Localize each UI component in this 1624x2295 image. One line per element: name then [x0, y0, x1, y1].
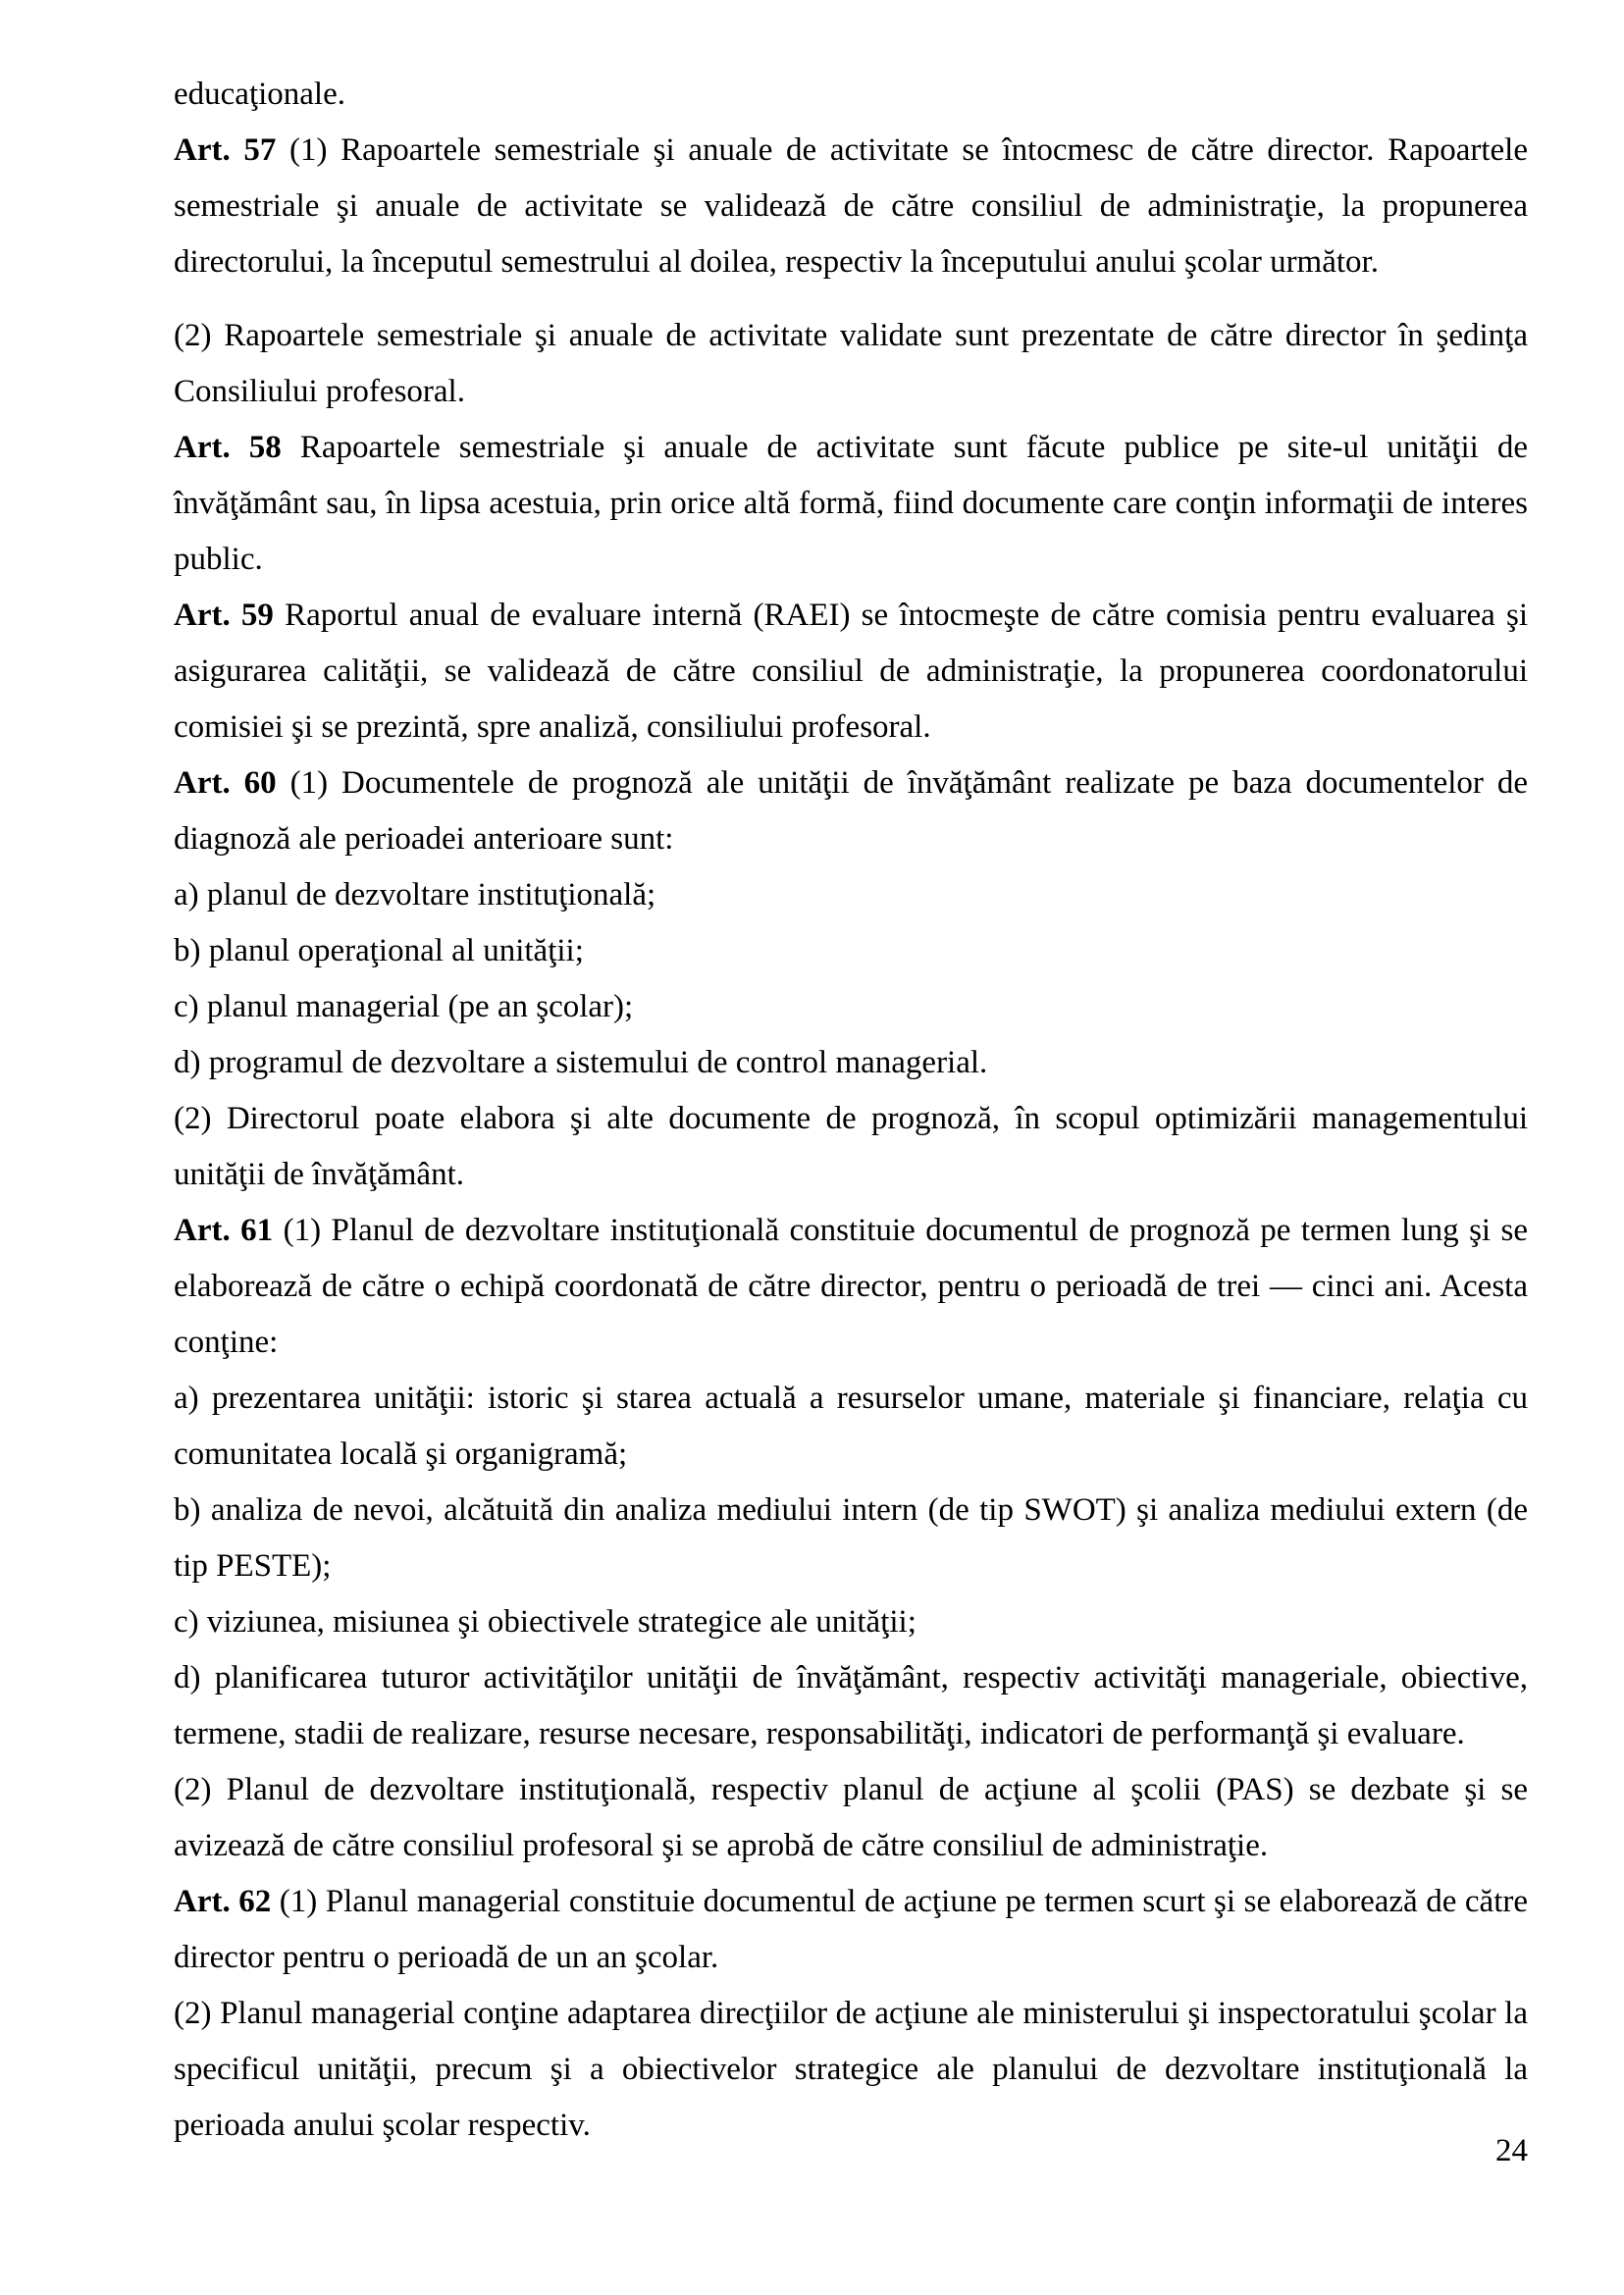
list-item: [174, 923, 1528, 979]
list-item: [174, 1594, 1528, 1650]
paragraph: [174, 123, 1528, 290]
page-content: [174, 67, 1528, 2154]
paragraph: [174, 1986, 1528, 2154]
list-item: [174, 979, 1528, 1035]
paragraph: [174, 1203, 1528, 1371]
paragraph-text: a) planul de dezvoltare instituţională;: [174, 877, 656, 913]
paragraph: [174, 588, 1528, 756]
list-item: [174, 1650, 1528, 1762]
article-number-label: Art. 59: [174, 598, 274, 633]
article-number-label: Art. 62: [174, 1884, 272, 1919]
list-item: [174, 1483, 1528, 1594]
paragraph: [174, 67, 1528, 123]
paragraph: [174, 756, 1528, 867]
paragraph-text: (1) Documentele de prognoză ale unităţii de învăţământ realizate pe baza documentelor de diagnoză ale perioadei anterioare sunt:: [174, 765, 1528, 857]
page-number: 24: [1495, 2133, 1528, 2168]
article-number-label: Art. 58: [174, 430, 282, 465]
paragraph-text: Raportul anual de evaluare internă (RAEI) se întocmeşte de către comisia pentru evaluarea şi asigurarea calităţii, se validează de către consiliul de administraţie, la propunerea coordonatorului comisiei şi se prezintă, spre analiză, consiliului profesoral.: [174, 598, 1528, 745]
paragraph: [174, 420, 1528, 588]
paragraph-text: b) planul operaţional al unităţii;: [174, 933, 584, 968]
paragraph-text: (1) Rapoartele semestriale şi anuale de activitate se întocmesc de către director. Rapoartele semestriale şi anuale de activitate se validează de către consiliul de administraţie, la propunerea directorului, la începutul semestrului al doilea, respectiv la începutului anului şcolar următor.: [174, 132, 1528, 280]
paragraph: [174, 1874, 1528, 1986]
list-item: [174, 867, 1528, 923]
list-item: [174, 1035, 1528, 1091]
paragraph: [174, 308, 1528, 420]
article-number-label: Art. 57: [174, 132, 277, 168]
paragraph-text: (2) Directorul poate elabora şi alte documente de prognoză, în scopul optimizării managementului unităţii de învăţământ.: [174, 1101, 1528, 1192]
paragraph-text: (2) Rapoartele semestriale şi anuale de activitate validate sunt prezentate de către director în şedinţa Consiliului profesoral.: [174, 318, 1528, 409]
list-item: [174, 1371, 1528, 1483]
paragraph-text: d) planificarea tuturor activităţilor unităţii de învăţământ, respectiv activităţi manageriale, obiective, termene, stadii de realizare, resurse necesare, responsabilităţi, indicatori de performanţă şi evaluare.: [174, 1660, 1528, 1751]
page-footer: [174, 2135, 1528, 2167]
paragraph-text: a) prezentarea unităţii: istoric şi starea actuală a resurselor umane, materiale şi financiare, relaţia cu comunitatea locală şi organigramă;: [174, 1381, 1528, 1472]
paragraph-text: (1) Planul de dezvoltare instituţională constituie documentul de prognoză pe termen lung şi se elaborează de către o echipă coordonată de către director, pentru o perioadă de trei — cinci ani. Acesta conţine:: [174, 1213, 1529, 1360]
paragraph-text: (2) Planul de dezvoltare instituţională, respectiv planul de acţiune al şcolii (PAS) se dezbate şi se avizează de către consiliul profesoral şi se aprobă de către consiliul de administraţie.: [174, 1772, 1528, 1863]
paragraph-text: Rapoartele semestriale şi anuale de activitate sunt făcute publice pe site-ul unităţii de învăţământ sau, în lipsa acestuia, prin orice altă formă, fiind documente care conţin informaţii de interes public.: [174, 430, 1528, 577]
paragraph-text: b) analiza de nevoi, alcătuită din analiza mediului intern (de tip SWOT) şi analiza mediului extern (de tip PESTE);: [174, 1492, 1528, 1584]
paragraph: [174, 1762, 1528, 1874]
paragraph-text: c) viziunea, misiunea şi obiectivele strategice ale unităţii;: [174, 1604, 917, 1640]
paragraph-text: d) programul de dezvoltare a sistemului de control managerial.: [174, 1045, 988, 1080]
article-number-label: Art. 61: [174, 1213, 274, 1248]
article-number-label: Art. 60: [174, 765, 277, 801]
paragraph: [174, 1091, 1528, 1203]
paragraph-text: c) planul managerial (pe an şcolar);: [174, 989, 634, 1024]
paragraph-text: (2) Planul managerial conţine adaptarea direcţiilor de acţiune ale ministerului şi inspectoratului şcolar la specificul unităţii, precum şi a obiectivelor strategice ale planului de dezvoltare instituţională la perioada anului şcolar respectiv.: [174, 1996, 1528, 2143]
paragraph-text: educaţionale.: [174, 77, 345, 112]
paragraph-text: (1) Planul managerial constituie documentul de acţiune pe termen scurt şi se elaborează de către director pentru o perioadă de un an şcolar.: [174, 1884, 1528, 1975]
